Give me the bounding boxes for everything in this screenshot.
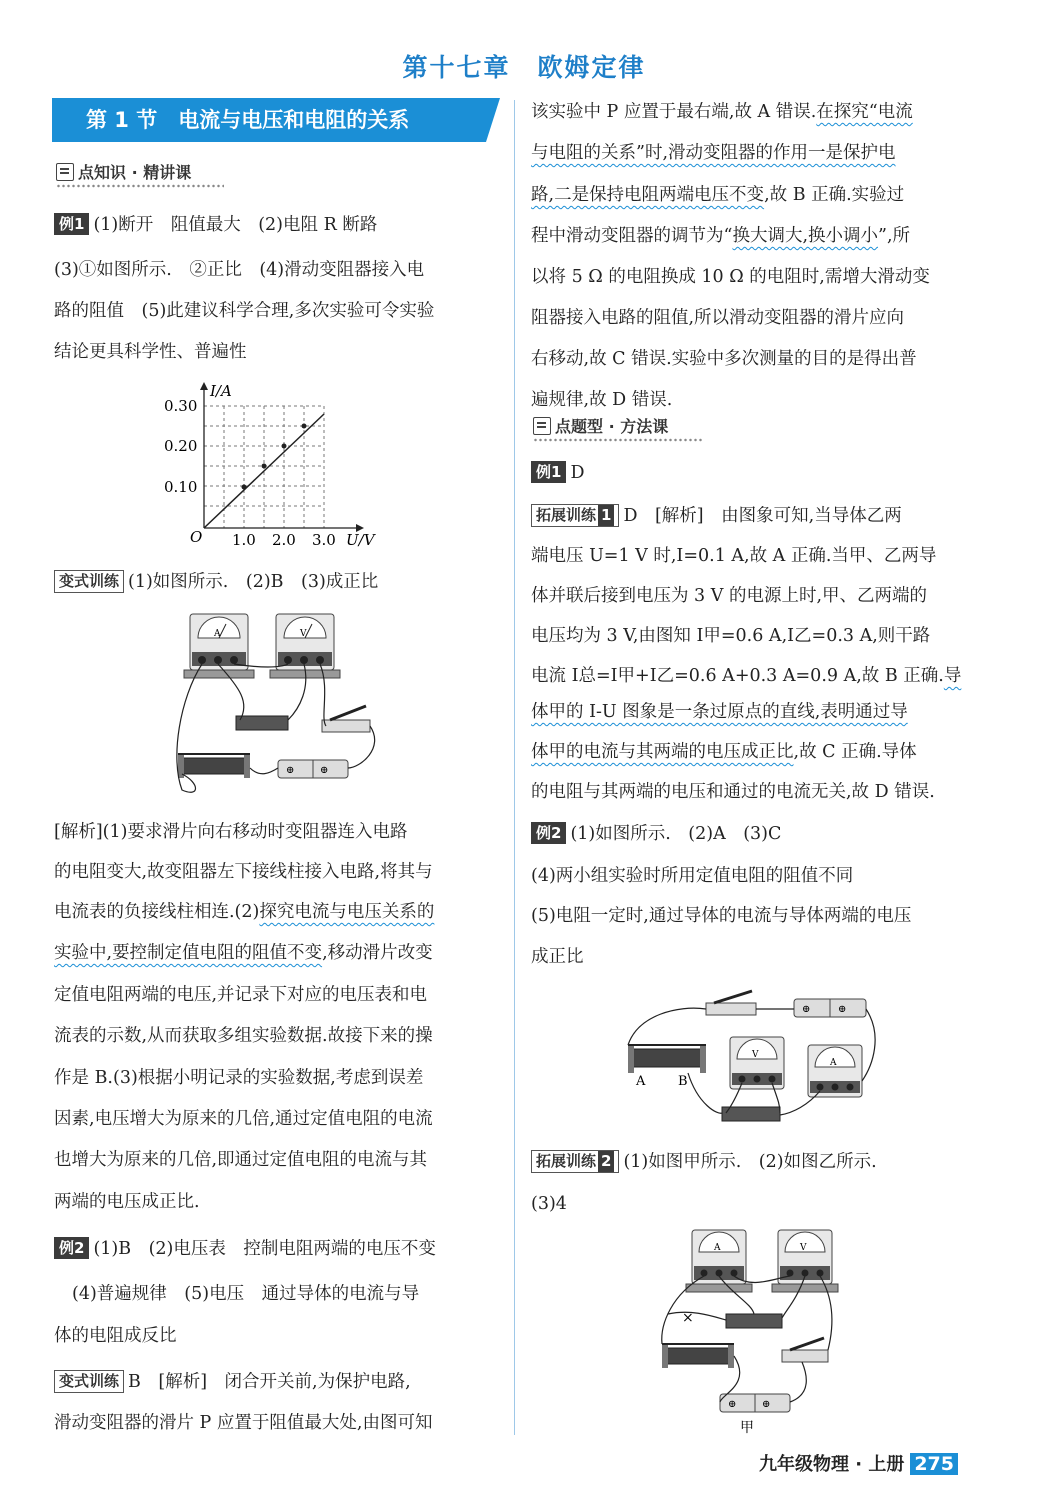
text-line: 也增大为原来的几倍,即通过定值电阻的电流与其 — [54, 1150, 428, 1170]
variant-2-line: 变式训练 B [解析] 闭合开关前,为保护电路, — [54, 1370, 411, 1394]
text-line: 实验中,要控制定值电阻的阻值不变,移动滑片改变 — [54, 943, 433, 963]
data-point — [302, 424, 307, 429]
text-line: 该实验中 P 应置于最右端,故 A 错误.在探究“电流 — [531, 102, 913, 122]
svg-text:A: A — [714, 1243, 721, 1253]
example-2-line: 例2 (1)如图所示. (2)A (3)C — [531, 822, 781, 846]
example-1-line: 例1 (1)断开 阻值最大 (2)电阻 R 断路 — [54, 213, 377, 237]
text-line: 流表的示数,从而获取多组实验数据.故接下来的操 — [54, 1026, 433, 1046]
rheostat — [628, 1045, 706, 1089]
iu-graph — [150, 378, 390, 550]
analysis-1-line: [解析](1)要求滑片向右移动时变阻器连入电路 — [54, 822, 408, 842]
text-line: (5)电阻一定时,通过导体的电流与导体两端的电压 — [531, 906, 912, 926]
text-line: 成正比 — [531, 947, 584, 967]
analysis-tag: [解析] — [54, 822, 103, 842]
svg-text:V: V — [752, 1050, 759, 1060]
extension-2-line: 拓展训练 2 (1)如图甲所示. (2)如图乙所示. — [531, 1150, 877, 1174]
section-title: 第 1 节 电流与电压和电阻的关系 — [52, 98, 486, 142]
text-line: 结论更具科学性、普遍性 — [54, 342, 247, 362]
text-line: (3)4 — [531, 1194, 567, 1214]
text-line: 体并联后接到电压为 3 V 的电源上时,甲、乙两端的 — [531, 586, 928, 606]
variant-tag: 变式训练 — [54, 1370, 124, 1393]
battery-pack — [794, 999, 866, 1017]
text-line: (3)①如图所示. ②正比 (4)滑动变阻器接入电 — [54, 260, 425, 280]
variant-tag: 变式训练 — [54, 570, 124, 593]
example-1-line: 例1 D — [531, 461, 584, 485]
circuit-diagram-1 — [160, 608, 390, 798]
svg-text:A: A — [830, 1058, 837, 1068]
text-line: (4)两小组实验时所用定值电阻的阻值不同 — [531, 866, 854, 886]
example-tag: 例2 — [531, 822, 566, 844]
data-point — [242, 485, 247, 490]
book-icon — [56, 163, 74, 181]
text-line: 的电阻与其两端的电压和通过的电流无关,故 D 错误. — [531, 782, 935, 802]
variant-1-line: 变式训练 (1)如图所示. (2)B (3)成正比 — [54, 570, 378, 594]
text-line: (4)普遍规律 (5)电压 通过导体的电流与导 — [72, 1284, 420, 1304]
text-line: 体甲的 I-U 图象是一条过原点的直线,表明通过导 — [531, 702, 908, 722]
rheostat — [178, 754, 250, 778]
mode-label-knowledge: 点知识 · 精讲课 — [56, 160, 191, 183]
origin-label: O — [190, 528, 203, 546]
svg-text:⊕: ⊕ — [838, 1004, 847, 1015]
book-title: 九年级物理 · 上册 — [758, 1454, 905, 1475]
battery-pack — [720, 1394, 790, 1412]
x-tick: 3.0 — [312, 531, 336, 549]
x-tick: 1.0 — [232, 531, 256, 549]
svg-text:⊕: ⊕ — [728, 1399, 737, 1410]
svg-text:A: A — [214, 629, 221, 639]
text-line: 电流表的负接线柱相连.(2)探究电流与电压关系的 — [54, 902, 435, 922]
x-tick: 2.0 — [272, 531, 296, 549]
extension-1-line: 拓展训练 1 D [解析] 由图象可知,当导体乙两 — [531, 504, 902, 528]
circuit-diagram-2 — [618, 985, 880, 1125]
svg-text:⊕: ⊕ — [320, 765, 329, 776]
terminal-label-b: B — [678, 1074, 688, 1089]
text-line: 体甲的电流与其两端的电压成正比,故 C 正确.导体 — [531, 742, 917, 762]
ammeter — [184, 614, 254, 678]
text-line: 体的电阻成反比 — [54, 1326, 177, 1346]
text-line: 电流 I总=I甲+I乙=0.6 A+0.3 A=0.9 A,故 B 正确.导 — [531, 666, 962, 686]
x-axis-label: U/V — [346, 531, 375, 549]
example-tag: 例2 — [54, 1237, 89, 1259]
y-axis-label: I/A — [210, 382, 232, 400]
text-line: 作是 B.(3)根据小明记录的实验数据,考虑到误差 — [54, 1068, 424, 1088]
page-footer — [759, 1450, 958, 1476]
text-line: 端电压 U=1 V 时,I=0.1 A,故 A 正确.当甲、乙两导 — [531, 546, 937, 566]
cross-mark: × — [682, 1310, 694, 1326]
text-line: 定值电阻两端的电压,并记录下对应的电压表和电 — [54, 985, 428, 1005]
circuit-diagram-3 — [652, 1224, 848, 1440]
data-point — [282, 444, 287, 449]
rheostat — [662, 1344, 734, 1368]
extension-tag: 拓展训练 1 — [531, 504, 619, 527]
example-tag: 例1 — [54, 213, 89, 235]
text-line: 路的阻值 (5)此建议科学合理,多次实验可令实验 — [54, 301, 435, 321]
example-2-line: 例2 (1)B (2)电压表 控制电阻两端的电压不变 — [54, 1237, 436, 1261]
voltmeter — [772, 1230, 838, 1292]
text-line: 阻器接入电路的阻值,所以滑动变阻器的滑片应向 — [531, 308, 905, 328]
switch — [782, 1338, 828, 1362]
dotted-rule — [533, 438, 703, 442]
terminal-label-a: A — [636, 1074, 646, 1089]
resistor — [236, 716, 288, 730]
text-line: 的电阻变大,故变阻器左下接线柱接入电路,将其与 — [54, 862, 433, 882]
battery-pack — [278, 760, 348, 778]
text-line: 遍规律,故 D 错误. — [531, 390, 673, 410]
text-line: 以将 5 Ω 的电阻换成 10 Ω 的电阻时,需增大滑动变 — [531, 267, 930, 287]
text-line: 因素,电压增大为原来的几倍,通过定值电阻的电流 — [54, 1109, 433, 1129]
chapter-title: 第十七章 欧姆定律 — [402, 53, 646, 82]
text-line: 右移动,故 C 错误.实验中多次测量的目的是得出普 — [531, 349, 917, 369]
extension-tag: 拓展训练 2 — [531, 1150, 619, 1173]
text-line: 两端的电压成正比. — [54, 1192, 200, 1212]
text-line: 滑动变阻器的滑片 P 应置于阻值最大处,由图可知 — [54, 1413, 433, 1433]
svg-text:⊕: ⊕ — [802, 1004, 811, 1015]
example-tag: 例1 — [531, 461, 566, 483]
svg-text:⊕: ⊕ — [286, 765, 295, 776]
mode-label-method: 点题型 · 方法课 — [533, 414, 668, 437]
data-point — [262, 464, 267, 469]
page-number: 275 — [910, 1453, 958, 1475]
grid-icon — [533, 417, 551, 435]
wires — [662, 1276, 832, 1402]
svg-text:V: V — [800, 1243, 807, 1253]
voltmeter — [730, 1037, 784, 1089]
text-line: 路,二是保持电阻两端电压不变,故 B 正确.实验过 — [531, 185, 905, 205]
svg-text:⊕: ⊕ — [762, 1399, 771, 1410]
switch — [322, 706, 370, 732]
switch — [706, 991, 756, 1015]
text-line: 程中滑动变阻器的调节为“换大调大,换小调小”,所 — [531, 226, 911, 246]
resistor — [726, 1314, 782, 1328]
y-tick: 0.30 — [164, 397, 198, 415]
resistor — [722, 1107, 780, 1121]
text-line: 与电阻的关系”时,滑动变阻器的作用一是保护电 — [531, 143, 896, 163]
figure-caption: 甲 — [740, 1420, 754, 1436]
ammeter — [808, 1045, 862, 1097]
text-line: 电压均为 3 V,由图知 I甲=0.6 A,I乙=0.3 A,则干路 — [531, 626, 931, 646]
svg-text:V: V — [300, 629, 307, 639]
y-tick: 0.10 — [164, 478, 198, 496]
column-divider — [514, 100, 515, 1435]
ammeter — [686, 1230, 752, 1292]
y-tick: 0.20 — [164, 437, 198, 455]
dotted-rule — [56, 184, 224, 188]
